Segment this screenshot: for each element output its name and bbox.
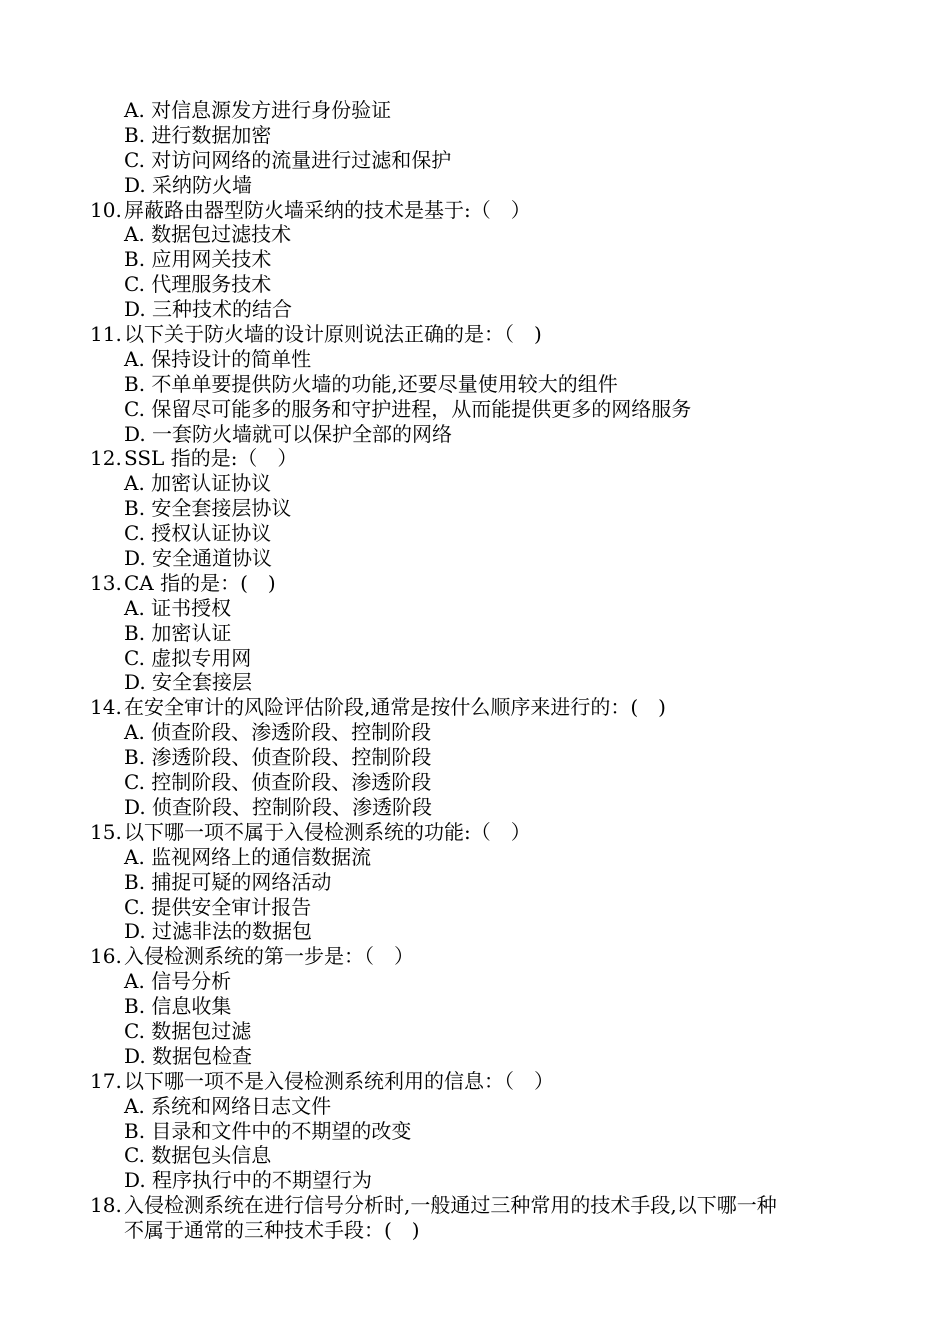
option: B. 安全套接层协议 [124,496,292,521]
question-11 [0,322,950,347]
option: A. 侦查阶段、渗透阶段、控制阶段 [124,720,432,745]
question-17 [0,1069,950,1094]
question-number: 16. [90,944,122,969]
option: D. 程序执行中的不期望行为 [124,1168,373,1193]
option: C. 数据包过滤 [124,1018,252,1043]
option: D. 一套防火墙就可以保护全部的网络 [124,421,453,446]
question-text-continuation: 不属于通常的三种技术手段：( ) [124,1218,420,1243]
question-12 [0,446,950,471]
question-text: SSL 指的是:（ ） [124,446,298,471]
document-page [0,98,950,1243]
option: C. 保留尽可能多的服务和守护进程，从而能提供更多的网络服务 [124,396,692,421]
option: A. 保持设计的简单性 [124,346,312,371]
option: A. 证书授权 [124,595,232,620]
question-number: 13. [90,570,122,595]
option: B. 进行数据加密 [124,122,272,147]
option: A. 系统和网络日志文件 [124,1093,332,1118]
option: B. 应用网关技术 [124,247,272,272]
question-text: 屏蔽路由器型防火墙采纳的技术是基于:（ ） [124,197,531,222]
question-text: 入侵检测系统在进行信号分析时,一般通过三种常用的技术手段,以下哪一种 [124,1193,777,1218]
option: D. 三种技术的结合 [124,297,293,322]
option: D. 侦查阶段、控制阶段、渗透阶段 [124,794,433,819]
option: B. 目录和文件中的不期望的改变 [124,1118,412,1143]
option: C. 控制阶段、侦查阶段、渗透阶段 [124,770,432,795]
question-text: 以下关于防火墙的设计原则说法正确的是：（ ) [124,322,542,347]
option: A. 对信息源发方进行身份验证 [124,98,392,122]
question-10 [0,198,950,223]
question-18 [0,1193,950,1218]
question-15 [0,820,950,845]
question-number: 15. [90,819,122,844]
option: C. 对访问网络的流量进行过滤和保护 [124,147,452,172]
question-13 [0,571,950,596]
option: C. 虚拟专用网 [124,645,252,670]
question-number: 17. [90,1068,122,1093]
question-text: CA 指的是：( ) [124,570,276,595]
option: A. 信号分析 [124,969,232,994]
option: C. 授权认证协议 [124,521,272,546]
option: C. 代理服务技术 [124,272,272,297]
question-text: 入侵检测系统的第一步是：（ ） [124,944,414,969]
question-number: 12. [90,446,122,471]
option: D. 安全套接层 [124,670,253,695]
option: C. 提供安全审计报告 [124,894,312,919]
question-text: 以下哪一项不是入侵检测系统利用的信息：（ ） [124,1068,554,1093]
option: C. 数据包头信息 [124,1143,272,1168]
question-number: 11. [90,322,122,347]
option: A. 加密认证协议 [124,471,272,496]
question-number: 10. [90,197,122,222]
option: A. 监视网络上的通信数据流 [124,844,372,869]
question-text: 在安全审计的风险评估阶段,通常是按什么顺序来进行的：( ) [124,695,666,720]
option: D. 过滤非法的数据包 [124,919,313,944]
option: B. 信息收集 [124,994,232,1019]
question-text: 以下哪一项不属于入侵检测系统的功能:（ ） [124,819,531,844]
option: B. 加密认证 [124,620,232,645]
question-14 [0,695,950,720]
option: A. 数据包过滤技术 [124,222,292,247]
option: B. 不单单要提供防火墙的功能,还要尽量使用较大的组件 [124,371,618,396]
question-number: 14. [90,695,122,720]
option: B. 捕捉可疑的网络活动 [124,869,332,894]
question-16 [0,944,950,969]
option: D. 数据包检查 [124,1043,253,1068]
option: B. 渗透阶段、侦查阶段、控制阶段 [124,745,432,770]
option: D. 采纳防火墙 [124,172,253,197]
option: D. 安全通道协议 [124,546,273,571]
question-number: 18. [90,1193,122,1218]
